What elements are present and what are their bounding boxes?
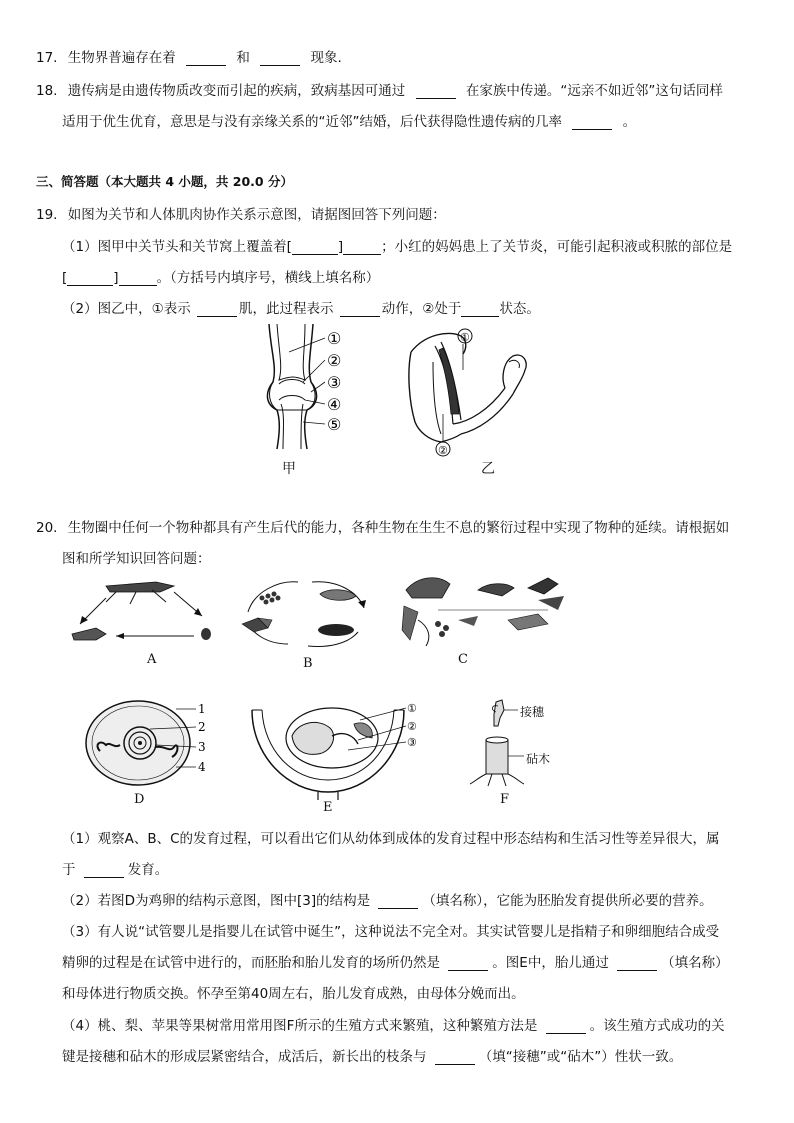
- question-text: 键是接穗和砧木的形成层紧密结合，成活后，新长出的枝条与: [62, 1049, 427, 1065]
- figure-label: ⑤: [327, 415, 342, 434]
- question-text: 。该生殖方式成功的关: [589, 1018, 725, 1034]
- question-20-line2: 图和所学知识回答问题：: [62, 551, 211, 567]
- question-text: （2）图乙中，①表示: [62, 301, 191, 317]
- answer-blank[interactable]: [617, 956, 657, 971]
- question-text: 生物圈中任何一个物种都具有产生后代的能力，各种生物在生生不息的繁衍过程中实现了物种的延续。请根据如: [67, 520, 730, 536]
- figure-caption: E: [323, 800, 333, 815]
- question-text: ]: [337, 239, 344, 255]
- question-text: 如图为关节和人体肌肉协作关系示意图，请据图回答下列问题：: [67, 207, 446, 223]
- figure-label: ②: [327, 351, 342, 370]
- answer-blank[interactable]: [343, 240, 381, 255]
- question-text: 肌，此过程表示: [239, 301, 334, 317]
- question-18: [36, 79, 723, 99]
- question-text: ；小红的妈妈患上了关节炎，可能引起积液或积脓的部位是: [381, 239, 733, 255]
- question-number: 20.: [36, 520, 58, 536]
- question-text: 现象.: [310, 50, 342, 66]
- question-number: 18.: [36, 83, 58, 99]
- answer-blank[interactable]: [197, 302, 237, 317]
- answer-blank[interactable]: [119, 271, 157, 286]
- question-text: （填名称）: [661, 955, 729, 971]
- question-20-part4: [62, 1014, 725, 1034]
- figure-caption: A: [147, 652, 157, 667]
- question-text: 精卵的过程是在试管中进行的，而胚胎和胎儿发育的场所仍然是: [62, 955, 440, 971]
- question-19-part1: [62, 235, 732, 255]
- question-text: （填名称），它能为胚胎发育提供所必要的营养。: [422, 893, 713, 909]
- question-text: 在家族中传递。“远亲不如近邻”这句话同样: [465, 83, 723, 99]
- figure-d-egg: [80, 697, 220, 791]
- figure-label: 2: [198, 720, 206, 734]
- question-text: 。: [622, 114, 637, 130]
- question-19-part1-line2: [62, 266, 379, 286]
- figure-label: 3: [198, 740, 206, 754]
- figure-label: ③: [407, 736, 417, 749]
- figure-a-grasshopper-cycle: [66, 572, 226, 652]
- figure-label: 砧木: [526, 752, 551, 766]
- question-text: 适用于优生优育，意思是与没有亲缘关系的“近邻”结婚，后代获得隐性遗传病的几率: [62, 114, 562, 130]
- figure-caption: C: [458, 652, 468, 667]
- figure-caption: 乙: [481, 461, 495, 477]
- question-text: 生物界普遍存在着: [67, 50, 176, 66]
- figure-b-butterfly-cycle: [228, 572, 388, 652]
- question-20-part1: （1）观察A、B、C的发育过程，可以看出它们从幼体到成体的发育过程中形态结构和生活习性等差异很大，属: [62, 831, 720, 847]
- answer-blank[interactable]: [572, 115, 612, 130]
- question-20: [36, 516, 729, 536]
- figure-e-uterus: [248, 696, 423, 800]
- question-text: 状态。: [499, 301, 540, 317]
- figure-label: ①: [460, 331, 470, 344]
- question-text: 于: [62, 862, 76, 878]
- figure-yi-arm: [405, 322, 545, 457]
- figure-caption: F: [500, 792, 510, 807]
- question-text: （4）桃、梨、苹果等果树常用常用图F所示的生殖方式来繁殖，这种繁殖方法是: [62, 1018, 538, 1034]
- question-text: （填“接穗”或“砧木”）性状一致。: [478, 1049, 683, 1065]
- question-text: （1）图甲中关节头和关节窝上覆盖着[: [62, 239, 292, 255]
- figure-label: ④: [327, 395, 342, 414]
- question-18-line2: [62, 110, 636, 130]
- question-20-part3-line2: [62, 951, 729, 971]
- answer-blank[interactable]: [186, 51, 226, 66]
- question-20-part2: [62, 889, 713, 909]
- question-text: 发育。: [127, 862, 169, 878]
- figure-label: ③: [327, 373, 342, 392]
- answer-blank[interactable]: [340, 302, 380, 317]
- answer-blank[interactable]: [67, 271, 113, 286]
- figure-label: 4: [198, 760, 206, 774]
- answer-blank[interactable]: [416, 84, 456, 99]
- question-text: 遗传病是由遗传物质改变而引起的疾病，致病基因可通过: [67, 83, 406, 99]
- question-19-part2: [62, 297, 540, 317]
- figure-label: ①: [327, 329, 342, 348]
- figure-caption: D: [134, 792, 145, 807]
- figure-label: 接穗: [520, 705, 545, 719]
- question-20-part4-line2: [62, 1045, 682, 1065]
- answer-blank[interactable]: [292, 240, 338, 255]
- figure-label: ②: [407, 720, 417, 733]
- answer-blank[interactable]: [448, 956, 488, 971]
- figure-label: ①: [407, 702, 417, 715]
- question-text: ]: [113, 270, 119, 286]
- figure-jia-joint: [255, 322, 365, 450]
- figure-c-frog-cycle: [398, 570, 568, 650]
- question-19: [36, 203, 446, 223]
- question-text: 和: [236, 50, 250, 66]
- question-17: [36, 46, 342, 66]
- question-text: [: [62, 270, 68, 286]
- answer-blank[interactable]: [378, 894, 418, 909]
- answer-blank[interactable]: [435, 1050, 475, 1065]
- figure-label: 1: [198, 702, 206, 716]
- section-heading: 三、简答题（本大题共 4 小题，共 20.0 分）: [36, 174, 293, 189]
- question-20-part3-line3: 和母体进行物质交换。怀孕至第40周左右，胎儿发育成熟，由母体分娩而出。: [62, 986, 525, 1002]
- question-text: 。（方括号内填序号，横线上填名称）: [156, 270, 380, 286]
- question-number: 17.: [36, 50, 58, 66]
- question-text: 动作，②处于: [381, 301, 462, 317]
- question-text: 。图E中，胎儿通过: [492, 955, 609, 971]
- question-20-part3: （3）有人说“试管婴儿是指婴儿在试管中诞生”，这种说法不完全对。其实试管婴儿是指精子和卵细胞结合成受: [62, 924, 720, 940]
- figure-caption: B: [303, 656, 313, 671]
- answer-blank[interactable]: [461, 302, 499, 317]
- question-20-part1-line2: [62, 858, 168, 878]
- figure-label: ②: [438, 444, 448, 457]
- answer-blank[interactable]: [84, 863, 124, 878]
- answer-blank[interactable]: [260, 51, 300, 66]
- question-text: （2）若图D为鸡卵的结构示意图，图中[3]的结构是: [62, 893, 371, 909]
- figure-caption: 甲: [282, 461, 296, 477]
- question-number: 19.: [36, 207, 58, 223]
- answer-blank[interactable]: [546, 1019, 586, 1034]
